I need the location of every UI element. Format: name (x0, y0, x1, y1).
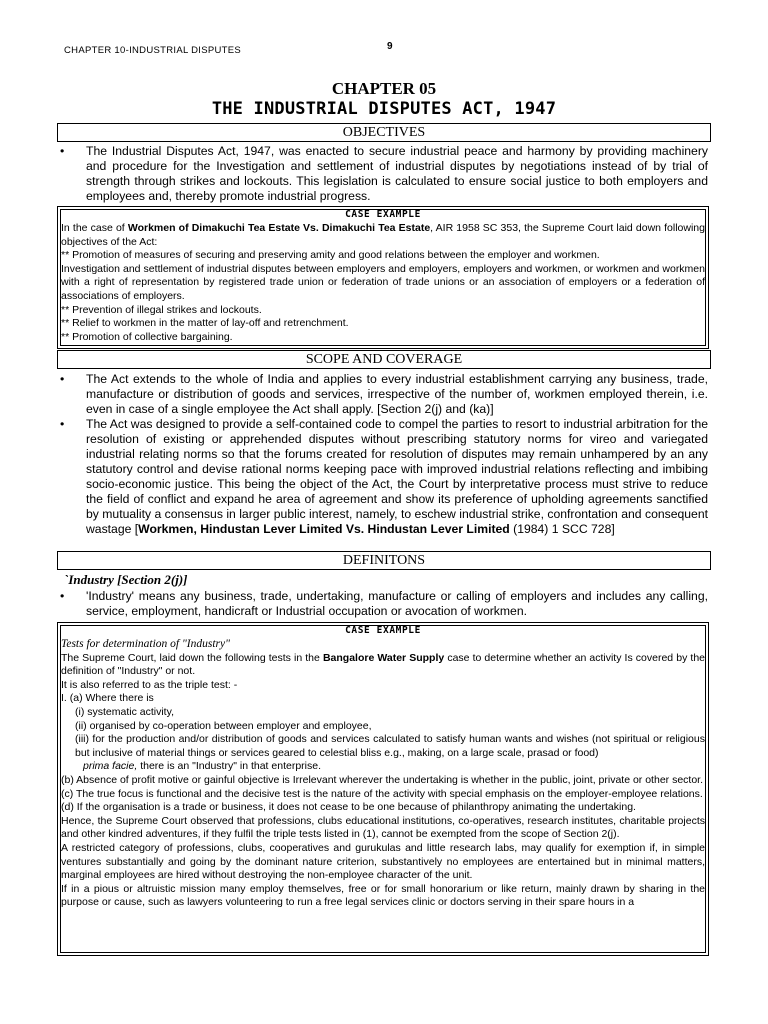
industry-heading: `Industry [Section 2(j)] (64, 572, 188, 587)
case-example-title: CASE EXAMPLE (345, 625, 421, 636)
case-name: Bangalore Water Supply (322, 651, 445, 664)
test-item: (c) The true focus is functional and the decisive test is the nature of the activity with special emphasis on the employer-employee relations. (61, 787, 703, 800)
case-intro-text-end: , AIR 1958 SC 353, the Supreme Court laid down following objectives of the Act: (61, 222, 705, 248)
section-heading-scope: SCOPE AND COVERAGE (57, 350, 711, 369)
test-conclusion-text: there is an "Industry" in that enterprise. (137, 760, 321, 773)
bullet-text-body: The Act was designed to provide a self-contained code to compel the parties to resort to industrial arbitration for the resolution of existing or apprehended disputes without prescribing statutory norms for vireo and variegated industrial relating norms so that the forums created for resolution of disputes may remain unhampered by an any statutory control and devise rational norms keeping pace with improved industrial relations reflecting and imbibing socio-economic justice. This being the object of the Act, the Court by interpretative process must strive to reduce the field of conflict and expand he area of agreement and show its preference of upholding agreements sanctified by mutuality a consensus in larger public interest, namely, to eschew industrial strike, confrontation and consequent wastage [ (86, 417, 708, 536)
page-number: 9 (387, 41, 393, 52)
case-paragraph: If in a pious or altruistic mission many employ themselves, free or for small honorarium or like return, mainly drawn by sharing in the purpose or cause, such as lawyers volunteering to run a free legal services clinic or doctors serving in their spare hours in a (61, 882, 705, 909)
bullet-icon: • (60, 417, 65, 431)
test-item: I. (a) Where there is (61, 692, 154, 705)
case-point: ** Promotion of measures of securing and preserving amity and good relations between the employer and workmen. (61, 249, 600, 262)
case-paragraph: Hence, the Supreme Court observed that professions, clubs educational institutions, co-operatives, research institutes, charitable projects and other kindred adventures, if they fulfil the triple tests listed in (1), cannot be exempted from the scope of Section 2(j). (61, 814, 705, 841)
case-paragraph: A restricted category of professions, clubs, cooperatives and gurukulas and little research labs, may qualify for exemption if, in simple ventures substantially and going by the dominant nature criterion, substantively no employees are entertained but in minimal matters, marginal employees are hired without destroying the non-employee character of the unit. (61, 841, 705, 882)
bullet-icon: • (60, 589, 65, 603)
test-conclusion (61, 760, 705, 774)
test-item: (d) If the organisation is a trade or business, it does not cease to be one because of philanthropy animating the undertaking. (61, 801, 636, 814)
case-subtitle: Tests for determination of "Industry" (61, 638, 230, 650)
case-example-box (57, 206, 709, 349)
test-subitem: (ii) organised by co-operation between employer and employee, (75, 719, 372, 732)
bullet-text: The Industrial Disputes Act, 1947, was enacted to secure industrial peace and harmony by providing machinery and procedure for the Investigation and settlement of industrial disputes by negotiations instead of by trial of strength through strikes and lockouts. This legislation is calculated to ensure social justice to both employers and employees and, thereby promote industrial progress. (86, 144, 708, 203)
industry-bullet (60, 589, 708, 619)
case-citation: Workmen, Hindustan Lever Limited Vs. Hindustan Lever Limited (138, 522, 510, 536)
bullet-text: 'Industry' means any business, trade, undertaking, manufacture or calling of employers and includes any calling, service, employment, handicraft or Industrial occupation or avocation of workmen. (86, 589, 708, 618)
running-header: CHAPTER 10-INDUSTRIAL DISPUTES (64, 45, 242, 56)
section-heading-definitions: DEFINITONS (57, 551, 711, 570)
citation-reference: (1984) 1 SCC 728] (509, 522, 615, 536)
test-subitem: (iii) for the production and/or distribution of goods and services calculated to satisfy human wants and wishes (not spiritual or religious but inclusive of material things or services geared to celestial bliss e.g., making, on a large scale, prasad or food) (75, 733, 705, 759)
case-intro (61, 222, 705, 249)
prima-facie-text: prima facie, (83, 760, 138, 773)
case-point: ** Promotion of collective bargaining. (61, 330, 233, 343)
case-point: ** Relief to workmen in the matter of lay-off and retrenchment. (61, 317, 349, 330)
test-subitem: (i) systematic activity, (75, 705, 174, 718)
scope-bullet (60, 372, 708, 417)
case-paragraph: It is also referred to as the triple test: - (61, 678, 238, 691)
section-heading-objectives: OBJECTIVES (57, 123, 711, 142)
case-paragraph (61, 652, 705, 679)
case-point: ** Prevention of illegal strikes and lockouts. (61, 303, 262, 316)
test-item: (b) Absence of profit motive or gainful objective is Irrelevant wherever the undertaking is whether in the public, joint, private or other sector. (61, 773, 703, 786)
case-name: Workmen of Dimakuchi Tea Estate Vs. Dimakuchi Tea Estate (127, 222, 431, 234)
case-example-title: CASE EXAMPLE (345, 209, 421, 220)
bullet-icon: • (60, 144, 65, 158)
bullet-text: The Act extends to the whole of India and applies to every industrial establishment carrying any business, trade, manufacture or distribution of goods and services, irrespective of the number of, workmen employed therein, i.e. even in case of a single employee the Act shall apply. [Section 2(j) and (ka)] (86, 372, 708, 416)
case-paragraph-text: The Supreme Court, laid down the following tests in the (61, 651, 323, 664)
case-example-box (57, 622, 709, 956)
chapter-title: THE INDUSTRIAL DISPUTES ACT, 1947 (211, 99, 557, 119)
bullet-icon: • (60, 372, 65, 386)
objectives-bullet (60, 144, 708, 204)
case-point: Investigation and settlement of industrial disputes between employers and employers, employers and workmen, or workmen and workmen with a right of representation by registered trade union or federation of trade unions or an association of employers or a federation of associations of employers. (61, 262, 705, 302)
case-intro-text: In the case of (61, 222, 128, 234)
scope-bullet (60, 417, 708, 537)
chapter-number: CHAPTER 05 (331, 79, 437, 98)
bullet-text (86, 417, 708, 537)
case-paragraph-text-end: case to determine whether an activity Is covered by the definition of "Industry" or not. (61, 651, 705, 678)
